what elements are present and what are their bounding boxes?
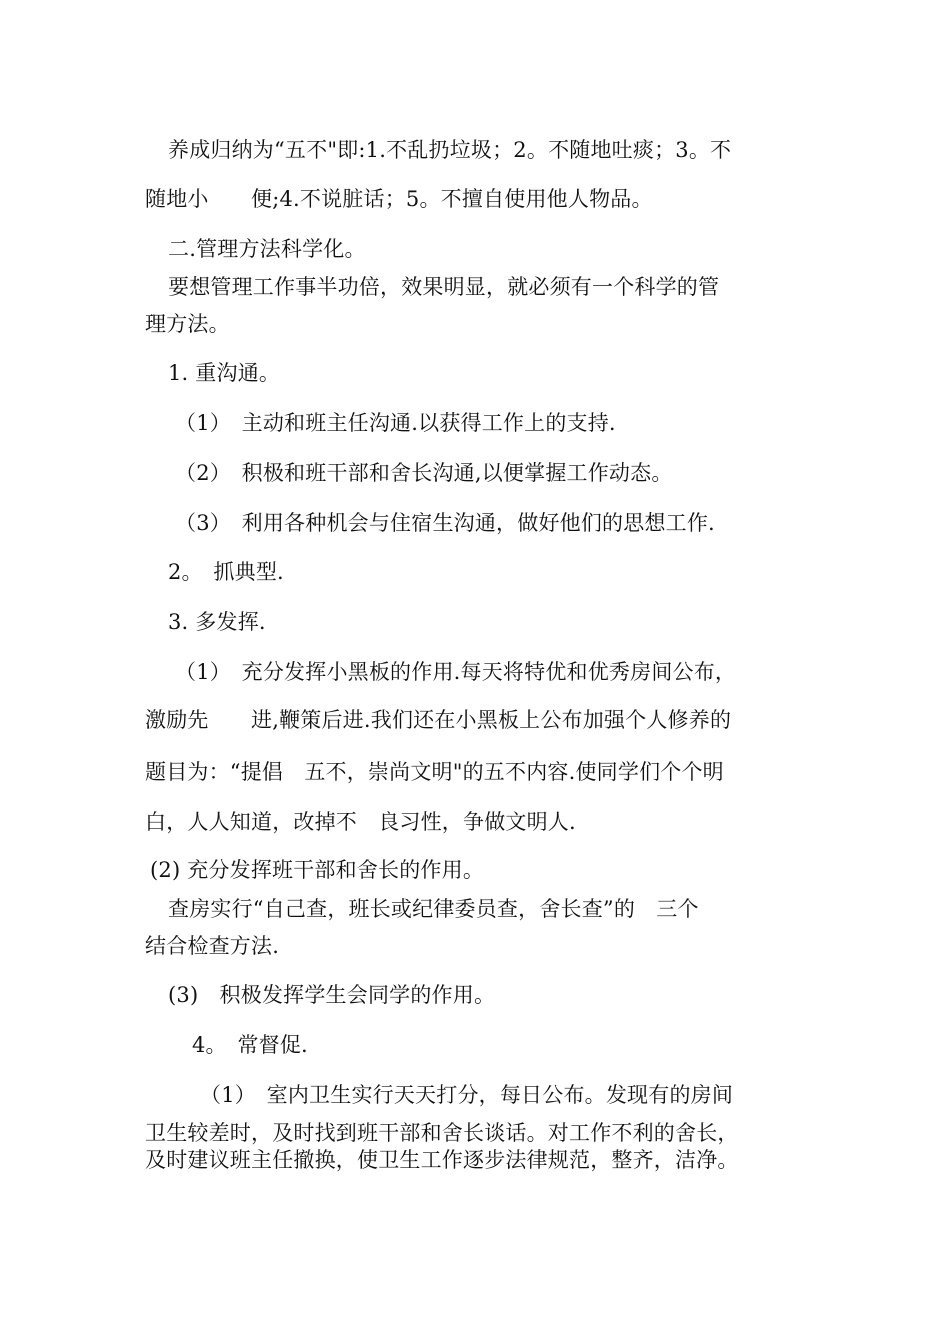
list-item: （1） 充分发挥小黑板的作用.每天将特优和优秀房间公布， (175, 660, 737, 684)
list-item: （1） 主动和班主任沟通.以获得工作上的支持. (175, 411, 616, 435)
paragraph-line: 激励先 进,鞭策后进.我们还在小黑板上公布加强个人修养的 (145, 708, 732, 732)
paragraph-line: 理方法。 (145, 312, 230, 336)
paragraph-line: 查房实行“自己查，班长或纪律委员查，舍长查”的 三个 (168, 897, 699, 921)
list-heading: 3. 多发挥. (168, 610, 266, 634)
paragraph-line: 结合检查方法. (145, 934, 280, 958)
list-heading: 1. 重沟通。 (168, 361, 281, 385)
paragraph-line: 白，人人知道，改掉不 良习性，争做文明人. (145, 810, 576, 834)
list-item: （3） 利用各种机会与住宿生沟通，做好他们的思想工作. (175, 511, 715, 535)
list-item: (3) 积极发挥学生会同学的作用。 (168, 983, 496, 1007)
list-heading: 2。 抓典型. (168, 560, 284, 584)
section-heading: 二.管理方法科学化。 (168, 237, 366, 261)
paragraph-line: 卫生较差时，及时找到班干部和舍长谈话。对工作不利的舍长， (145, 1121, 739, 1145)
paragraph-line: 养成归纳为“五不"即:1.不乱扔垃圾；2。不随地吐痰；3。不 (168, 138, 732, 162)
list-item: (2) 充分发挥班干部和舍长的作用。 (150, 858, 485, 882)
paragraph-line: 随地小 便;4.不说脏话；5。不擅自使用他人物品。 (145, 187, 653, 211)
paragraph-line: 题目为：“提倡 五不，崇尚文明"的五不内容.使同学们个个明 (145, 760, 724, 784)
list-item: （1） 室内卫生实行天天打分，每日公布。发现有的房间 (200, 1083, 734, 1107)
list-heading: 4。 常督促. (192, 1033, 308, 1057)
paragraph-line: 要想管理工作事半功倍，效果明显，就必须有一个科学的管 (168, 275, 720, 299)
list-item: （2） 积极和班干部和舍长沟通,以便掌握工作动态。 (175, 461, 673, 485)
paragraph-line: 及时建议班主任撤换，使卫生工作逐步法律规范，整齐，洁净。 (145, 1148, 739, 1172)
